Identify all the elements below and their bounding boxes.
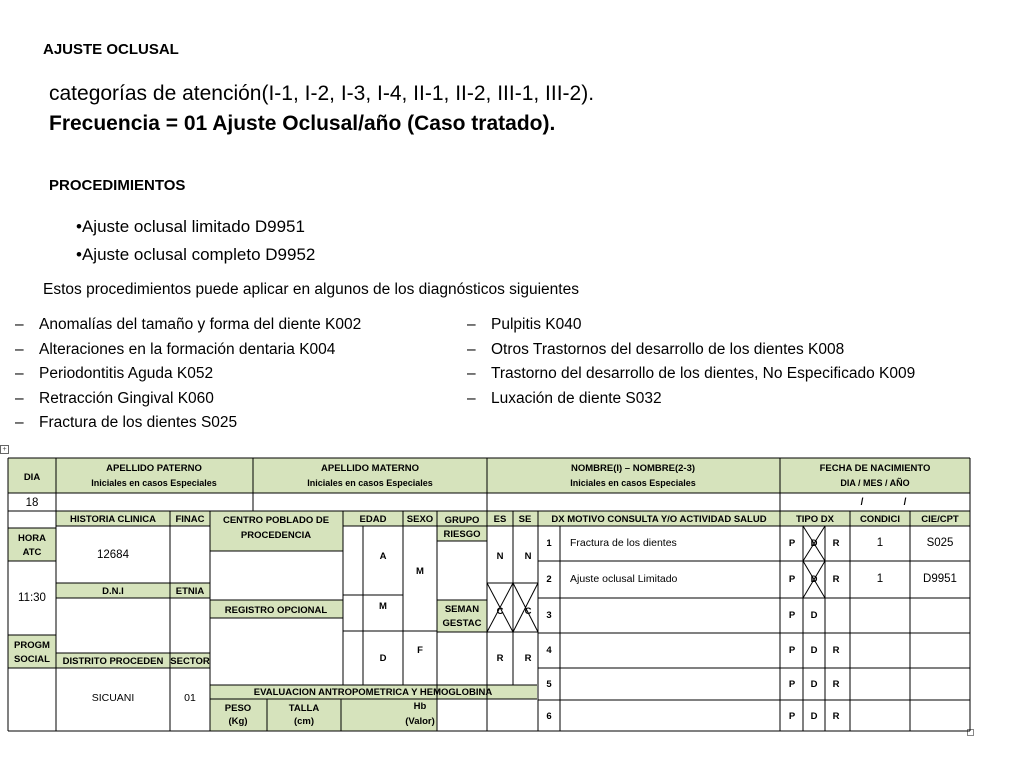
intro-text: Estos procedimientos puede aplicar en algunos de los diagnósticos siguientes <box>43 281 579 298</box>
condici-value: 1 <box>876 573 884 585</box>
categories-line: categorías de atención(I-1, I-2, I-3, I-4, II-1, II-2, III-1, III-2). <box>49 82 595 105</box>
apellido-paterno-sub: Iniciales en casos Especiales <box>91 478 217 488</box>
peso-label: (Kg) <box>228 716 248 727</box>
grupo-label: GRUPO <box>444 515 480 526</box>
diagnosis-item: – Periodontitis Aguda K052 <box>15 362 361 387</box>
fecha-slash: / <box>903 497 907 508</box>
evaluacion-label: EVALUACION ANTROPOMETRICA Y HEMOGLOBINA <box>253 687 493 698</box>
apellido-paterno-label: APELLIDO PATERNO <box>106 463 202 474</box>
dash-icon: – <box>467 389 476 407</box>
centro-label: PROCEDENCIA <box>240 530 312 541</box>
finac-label: FINAC <box>175 514 205 525</box>
dash-icon: – <box>15 340 24 358</box>
diagnoses-right-list <box>467 313 915 411</box>
sexo-letter: M <box>416 566 424 577</box>
sector-label: SECTOR <box>170 656 210 667</box>
condici-label: CONDICI <box>859 514 901 525</box>
fecha-label: FECHA DE NACIMIENTO <box>819 463 931 474</box>
diagnosis-item: – Otros Trastornos del desarrollo de los dientes K008 <box>467 338 915 363</box>
diagnosis-item: – Luxación de diente S032 <box>467 387 915 412</box>
tipo-r: R <box>832 645 840 656</box>
se-letter: R <box>524 653 532 664</box>
se-label: SE <box>518 514 532 525</box>
sector-value: 01 <box>184 692 196 704</box>
edad-letter: A <box>379 551 387 562</box>
dx-row-number: 6 <box>546 711 552 722</box>
distrito-label: DISTRITO PROCEDEN <box>62 656 164 667</box>
dx-row-number: 3 <box>546 610 552 621</box>
progm-label: SOCIAL <box>14 654 50 665</box>
tipo-r: R <box>832 574 840 585</box>
tipo-r: R <box>832 679 840 690</box>
hb-label: Hb <box>413 701 427 712</box>
historia-label: HISTORIA CLINICA <box>69 514 157 525</box>
talla-label: TALLA <box>288 703 320 714</box>
sexo-label: SEXO <box>406 514 434 525</box>
diagnosis-item: – Retracción Gingival K060 <box>15 387 361 412</box>
diagnosis-item: – Fractura de los dientes S025 <box>15 411 361 436</box>
dash-icon: – <box>467 340 476 358</box>
sexo-letter: F <box>417 645 423 656</box>
nombre-sub: Iniciales en casos Especiales <box>570 478 696 488</box>
se-letter: N <box>524 551 532 562</box>
tipo-d: D <box>810 679 818 690</box>
dni-label: D.N.I <box>102 586 124 597</box>
procedure-item: •Ajuste oclusal limitado D9951 <box>76 217 305 236</box>
dx-row-number: 4 <box>546 645 552 656</box>
apellido-materno-sub: Iniciales en casos Especiales <box>307 478 433 488</box>
dx-row-number: 1 <box>546 538 552 549</box>
tipo-p: P <box>788 610 796 621</box>
es-letter: R <box>496 653 504 664</box>
nombre-label: NOMBRE(I) – NOMBRE(2-3) <box>570 463 696 474</box>
condici-value: 1 <box>876 537 884 549</box>
dash-icon: – <box>467 316 476 333</box>
diagnoses-left-list <box>15 313 361 436</box>
procedure-item: •Ajuste oclusal completo D9952 <box>76 245 316 264</box>
page-title: AJUSTE OCLUSAL <box>43 41 179 58</box>
hora-label: HORA <box>18 533 46 544</box>
hora-label: ATC <box>22 547 42 558</box>
frequency-line: Frecuencia = 01 Ajuste Oclusal/año (Caso tratado). <box>49 112 556 135</box>
tipo-p: P <box>788 711 796 722</box>
diagnosis-item: – Pulpitis K040 <box>467 313 915 338</box>
tipo-d: D <box>810 538 818 549</box>
dx-row-text: Fractura de los dientes <box>570 537 677 549</box>
diagnosis-item: – Trastorno del desarrollo de los dientes, No Especificado K009 <box>467 362 915 387</box>
es-label: ES <box>493 514 507 525</box>
dash-icon: – <box>467 365 476 382</box>
dash-icon: – <box>15 389 24 407</box>
move-handle-icon[interactable]: + <box>0 445 9 454</box>
centro-label: CENTRO POBLADO DE <box>222 515 330 526</box>
dia-value: 18 <box>25 497 39 509</box>
distrito-value: SICUANI <box>91 692 135 704</box>
seman-label: GESTAC <box>442 618 482 629</box>
tipo-d: D <box>810 645 818 656</box>
dash-icon: – <box>15 414 24 431</box>
tipo-r: R <box>832 538 840 549</box>
dx-row-number: 5 <box>546 679 552 690</box>
dx-header-label: DX MOTIVO CONSULTA Y/O ACTIVIDAD SALUD <box>551 514 767 525</box>
cie-label: CIE/CPT <box>921 514 959 525</box>
fecha-sub: DIA / MES / AÑO <box>840 478 910 488</box>
tipo-p: P <box>788 679 796 690</box>
tipo-r: R <box>832 711 840 722</box>
tipo-p: P <box>788 538 796 549</box>
edad-letter: M <box>379 601 387 612</box>
progm-label: PROGM <box>14 640 50 651</box>
dx-row-number: 2 <box>546 574 552 585</box>
dash-icon: – <box>15 316 24 333</box>
es-letter: N <box>496 551 504 562</box>
fecha-slash: / <box>860 497 864 508</box>
hora-value: 11:30 <box>18 592 46 604</box>
edad-label: EDAD <box>359 514 387 525</box>
apellido-materno-label: APELLIDO MATERNO <box>321 463 419 474</box>
tipo-p: P <box>788 574 796 585</box>
grupo-label: RIESGO <box>443 529 481 540</box>
talla-label: (cm) <box>293 716 315 727</box>
etnia-label: ETNIA <box>175 586 205 597</box>
diagnosis-item: – Anomalías del tamaño y forma del diente K002 <box>15 313 361 338</box>
peso-label: PESO <box>224 703 252 714</box>
his-form <box>0 443 1024 743</box>
historia-value: 12684 <box>97 549 129 561</box>
dia-label: DIA <box>23 472 41 483</box>
procedures-heading: PROCEDIMIENTOS <box>49 177 186 194</box>
dash-icon: – <box>15 365 24 382</box>
tipo-d: D <box>810 574 818 585</box>
se-letter: C <box>524 606 532 617</box>
registro-label: REGISTRO OPCIONAL <box>224 605 328 616</box>
tipo-d: D <box>810 610 818 621</box>
tipo-p: P <box>788 645 796 656</box>
tipodx-label: TIPO DX <box>795 514 835 525</box>
seman-label: SEMAN <box>444 604 480 615</box>
hb-label: (Valor) <box>405 716 435 727</box>
cie-value: D9951 <box>923 573 957 585</box>
edad-letter: D <box>379 653 387 664</box>
dx-row-text: Ajuste oclusal Limitado <box>570 573 678 585</box>
es-letter: C <box>496 606 504 617</box>
tipo-d: D <box>810 711 818 722</box>
cie-value: S025 <box>926 537 954 549</box>
diagnosis-item: – Alteraciones en la formación dentaria K004 <box>15 338 361 363</box>
